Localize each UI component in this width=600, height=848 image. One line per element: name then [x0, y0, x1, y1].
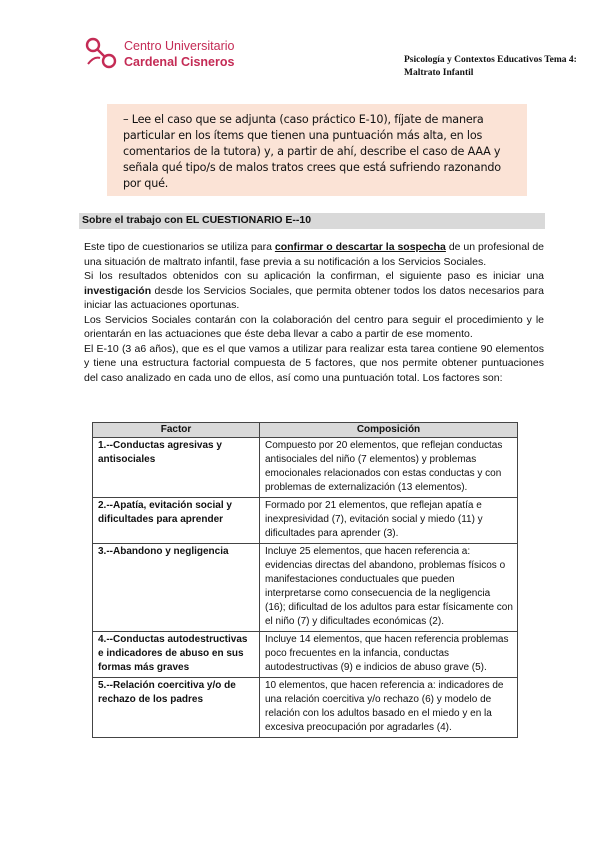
factor-cell: 4.--Conductas autodestructivas e indicadores de abuso en sus formas más graves — [93, 632, 260, 678]
logo — [84, 36, 264, 82]
factor-cell: 2.--Apatía, evitación social y dificultades para aprender — [93, 498, 260, 544]
factor-cell: 1.--Conductas agresivas y antisociales — [93, 438, 260, 498]
section-heading — [79, 213, 545, 229]
body-text — [84, 240, 544, 385]
factors-table — [92, 422, 518, 738]
paragraph-3: Los Servicios Sociales contarán con la colaboración del centro para seguir el procedimiento y le orientarán en las actuaciones que éste deba llevar a cabo a partir de ese momento. — [84, 313, 544, 340]
paragraph-4: El E-10 (3 a6 años), que es el que vamos a utilizar para realizar esta tarea contiene 90 elementos y tiene una estructura factorial compuesta de 5 factores, que nos permite obtener puntuaciones del caso analizado en cada uno de ellos, así como una puntuación total. Los factores son: — [84, 342, 544, 384]
table-row — [93, 632, 518, 678]
table-row — [93, 498, 518, 544]
composition-cell: 10 elementos, que hacen referencia a: indicadores de una relación coercitiva y/o rechazo (6) y modelo de relación con los adultos basado en el miedo y en la excesiva preocupación por agradarles (4). — [260, 678, 518, 738]
table-row — [93, 544, 518, 632]
table-row — [93, 438, 518, 498]
header-composition: Composición — [260, 423, 518, 438]
logo-mark-icon — [84, 36, 118, 70]
paragraph-2: Si los resultados obtenidos con su aplicación la confirman, el siguiente paso es iniciar una investigación desde los Servicios Sociales, que permita obtener todos los datos necesarios para iniciar las actuaciones oportunas. — [84, 270, 544, 311]
factor-cell: 3.--Abandono y negligencia — [93, 544, 260, 632]
header-factor: Factor — [93, 423, 260, 438]
table-row — [93, 678, 518, 738]
composition-cell: Formado por 21 elementos, que reflejan apatía e inexpresividad (7), evitación social y miedo (11) y dificultades para aprender (3). — [260, 498, 518, 544]
composition-cell: Incluye 25 elementos, que hacen referencia a: evidencias directas del abandono, problemas físicos o manifestaciones conductuales que pueden interpretarse como consecuencia de la negligencia (16); dificultad de los adultos para estar físicamente con el niño (7) y dificultades económicas (2). — [260, 544, 518, 632]
section-title: Sobre el trabajo con EL CUESTIONARIO E--10 — [82, 214, 312, 226]
composition-cell: Incluye 14 elementos, que hacen referencia problemas poco frecuentes en la infancia, conductas autodestructivas (9) e indicios de abuso grave (5). — [260, 632, 518, 678]
course-title: Psicología y Contextos Educativos Tema 4: Maltrato Infantil — [404, 55, 577, 78]
paragraph-1: Este tipo de cuestionarios se utiliza para confirmar o descartar la sospecha de un profesional de una situación de maltrato infantil, fase previa a su notificación a los Servicios Sociales. — [84, 241, 544, 268]
callout-text: – Lee el caso que se adjunta (caso práctico E-10), fíjate de manera particular en los ítems que tienen una puntuación más alta, en los comentarios de la tutora) y, a partir de ahí, describe el caso de AAA y señala qué tipo/s de malos tratos crees que está sufriendo razonando por qué. — [123, 113, 501, 190]
composition-cell: Compuesto por 20 elementos, que reflejan conductas antisociales del niño (7 elementos) y problemas emocionales relacionados con estas conductas y con problemas de externalización (13 elementos). — [260, 438, 518, 498]
factor-cell: 5.--Relación coercitiva y/o de rechazo de los padres — [93, 678, 260, 738]
table-header-row — [93, 423, 518, 438]
logo-line-1: Centro Universitario — [124, 39, 235, 53]
task-callout — [107, 104, 527, 196]
logo-line-2: Cardenal Cisneros — [124, 55, 235, 69]
